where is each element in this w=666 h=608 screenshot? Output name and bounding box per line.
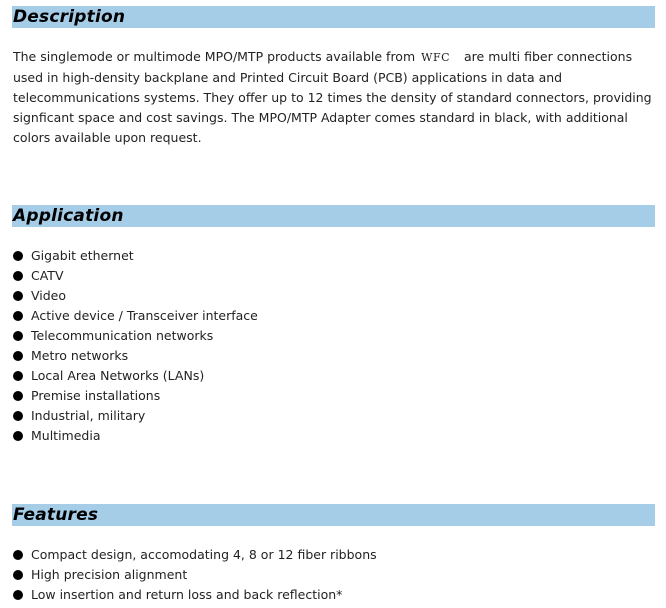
list-item-label: Low insertion and return loss and back reflection* <box>31 587 343 602</box>
application-header <box>12 205 655 227</box>
bullet-icon <box>13 251 23 261</box>
description-text <box>13 47 653 148</box>
description-text-start: The singlemode or multimode MPO/MTP products available from <box>13 49 416 64</box>
list-item <box>13 326 258 346</box>
list-item <box>13 565 377 585</box>
list-item-label: Active device / Transceiver interface <box>31 308 258 323</box>
list-item <box>13 426 258 446</box>
list-item-label: High precision alignment <box>31 567 188 582</box>
list-item-label: CATV <box>31 268 64 283</box>
list-item-label: Compact design, accomodating 4, 8 or 12 fiber ribbons <box>31 547 377 562</box>
brand-name: WFC <box>421 51 450 64</box>
application-heading: Application <box>13 206 124 226</box>
list-item <box>13 346 258 366</box>
bullet-icon <box>13 351 23 361</box>
application-list <box>13 246 258 446</box>
list-item <box>13 246 258 266</box>
bullet-icon <box>13 311 23 321</box>
description-text-end: are multi fiber connections used in high-density backplane and Printed Circuit Board (PCB) applications in data and telecommunications systems. They offer up to 12 times the density of standard connectors, providing signficant space and cost savings. The MPO/MTP Adapter comes standard in black, with additional colors available upon request. <box>13 49 652 145</box>
list-item <box>13 266 258 286</box>
list-item-label: Multimedia <box>31 428 101 443</box>
list-item-label: Local Area Networks (LANs) <box>31 368 205 383</box>
features-header <box>12 504 655 526</box>
bullet-icon <box>13 371 23 381</box>
list-item <box>13 585 377 605</box>
features-list <box>13 545 377 605</box>
bullet-icon <box>13 291 23 301</box>
list-item <box>13 286 258 306</box>
bullet-icon <box>13 570 23 580</box>
bullet-icon <box>13 331 23 341</box>
list-item <box>13 406 258 426</box>
description-heading: Description <box>13 7 126 27</box>
bullet-icon <box>13 271 23 281</box>
description-header <box>12 6 655 28</box>
list-item-label: Industrial, military <box>31 408 146 423</box>
list-item-label: Telecommunication networks <box>31 328 214 343</box>
bullet-icon <box>13 411 23 421</box>
list-item <box>13 366 258 386</box>
list-item <box>13 306 258 326</box>
list-item-label: Metro networks <box>31 348 129 363</box>
bullet-icon <box>13 431 23 441</box>
list-item-label: Gigabit ethernet <box>31 248 134 263</box>
list-item-label: Video <box>31 288 67 303</box>
features-heading: Features <box>13 505 99 525</box>
list-item <box>13 386 258 406</box>
bullet-icon <box>13 550 23 560</box>
bullet-icon <box>13 590 23 600</box>
list-item <box>13 545 377 565</box>
bullet-icon <box>13 391 23 401</box>
list-item-label: Premise installations <box>31 388 161 403</box>
